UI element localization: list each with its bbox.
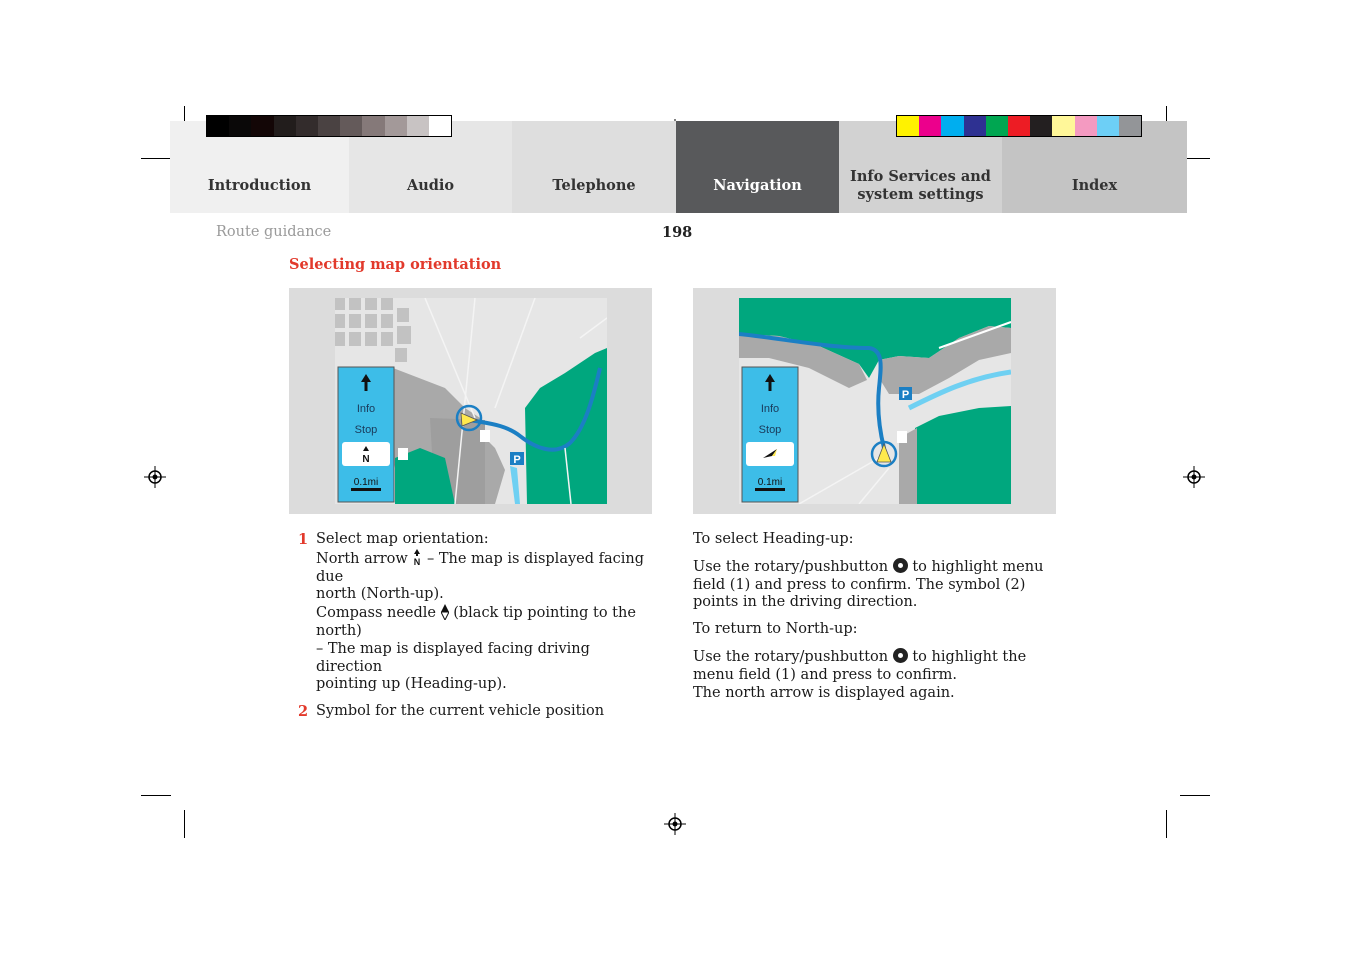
paragraph: [693, 558, 1055, 612]
paragraph-text: Use the rotary/pushbutton: [693, 648, 889, 665]
color-swatch: [1097, 116, 1119, 136]
compass-needle-icon: [441, 604, 449, 620]
item-text: North arrow: [316, 550, 408, 567]
registration-mark-icon: [144, 466, 166, 488]
paragraph-text: to highlight menu field (1) and press to confirm. The symbol (2) points in the driving direction.: [693, 558, 1044, 611]
paragraph-text: to highlight the menu field (1) and press to confirm.: [693, 648, 1027, 683]
item-number: 1: [298, 531, 309, 548]
map-figure-heading-up: [693, 288, 1056, 514]
color-swatch: [1008, 116, 1030, 136]
paragraph: To select Heading-up:: [693, 531, 854, 547]
tab-label: Index: [1071, 177, 1118, 194]
item-line: pointing up (Heading-up).: [316, 676, 507, 693]
item-line: Symbol for the current vehicle position: [316, 703, 605, 720]
registration-mark-icon: [1183, 466, 1205, 488]
item-line: [316, 549, 659, 587]
crop-mark: [141, 795, 171, 796]
color-swatch: [1075, 116, 1097, 136]
item-number: 2: [298, 703, 309, 721]
crop-mark: [1166, 810, 1167, 838]
menu-scale: 0.1mi: [757, 477, 783, 488]
color-swatch: [964, 116, 986, 136]
item-line: – The map is displayed facing driving direction: [316, 640, 590, 675]
color-swatch: [1119, 116, 1141, 136]
rotary-pushbutton-icon: [893, 558, 908, 573]
color-swatch: [362, 116, 384, 136]
item-text: (black tip pointing to the north): [316, 605, 636, 639]
list-item: [289, 531, 659, 694]
crop-mark: [141, 158, 171, 159]
item-text: – The map is displayed facing due: [316, 550, 645, 585]
svg-text:N: N: [362, 454, 370, 465]
running-head: Route guidance: [216, 224, 332, 240]
parking-label: P: [901, 389, 910, 401]
tab-navigation[interactable]: [676, 121, 839, 213]
page-number: 198: [662, 224, 693, 241]
crop-mark: [184, 810, 185, 838]
item-text: Compass needle: [316, 605, 436, 622]
color-swatch: [897, 116, 919, 136]
paragraph: [693, 648, 1055, 702]
tab-telephone[interactable]: [512, 121, 676, 213]
color-swatch: [318, 116, 340, 136]
color-swatch: [941, 116, 963, 136]
map-north-up: [335, 298, 607, 504]
tab-label: Audio: [406, 177, 455, 194]
item-line: Select map orientation:: [316, 531, 489, 547]
north-arrow-icon: [412, 549, 422, 566]
parking-label: P: [513, 454, 521, 466]
section-title: Selecting map orientation: [289, 256, 502, 273]
tab-label: [850, 168, 991, 204]
tab-label: Navigation: [713, 177, 802, 194]
paragraph: To return to North-up:: [693, 621, 858, 638]
tab-label-line: system settings: [857, 186, 984, 203]
tab-label: Telephone: [552, 177, 636, 194]
menu-stop: Stop: [758, 424, 782, 436]
color-bar: [896, 115, 1142, 137]
menu-scale: 0.1mi: [353, 477, 379, 488]
color-swatch: [229, 116, 251, 136]
tab-label-line: Info Services and: [850, 168, 991, 185]
map-figure-north-up: [289, 288, 652, 514]
tab-label: Introduction: [207, 177, 312, 194]
color-swatch: [274, 116, 296, 136]
color-swatch: [429, 116, 451, 136]
color-swatch: [919, 116, 941, 136]
crop-mark: [1180, 795, 1210, 796]
greyscale-bar: [206, 115, 452, 137]
menu-stop: Stop: [354, 424, 378, 436]
color-swatch: [296, 116, 318, 136]
color-swatch: [407, 116, 429, 136]
rotary-pushbutton-icon: [893, 648, 908, 663]
map-heading-up: [739, 298, 1011, 504]
item-line: north (North-up).: [316, 586, 444, 603]
color-swatch: [1052, 116, 1074, 136]
color-swatch: [251, 116, 273, 136]
color-swatch: [207, 116, 229, 136]
svg-text:N: N: [414, 556, 421, 566]
item-line: [316, 604, 659, 641]
color-swatch: [340, 116, 362, 136]
paragraph-text: Use the rotary/pushbutton: [693, 558, 889, 575]
left-column-text: [289, 531, 659, 730]
color-swatch: [1030, 116, 1052, 136]
list-item: [289, 703, 659, 721]
right-column-text: [693, 531, 1055, 711]
menu-info: Info: [356, 403, 376, 415]
paragraph-text: The north arrow is displayed again.: [693, 684, 955, 701]
color-swatch: [986, 116, 1008, 136]
registration-mark-icon: [664, 813, 686, 835]
menu-info: Info: [760, 403, 780, 415]
color-swatch: [385, 116, 407, 136]
